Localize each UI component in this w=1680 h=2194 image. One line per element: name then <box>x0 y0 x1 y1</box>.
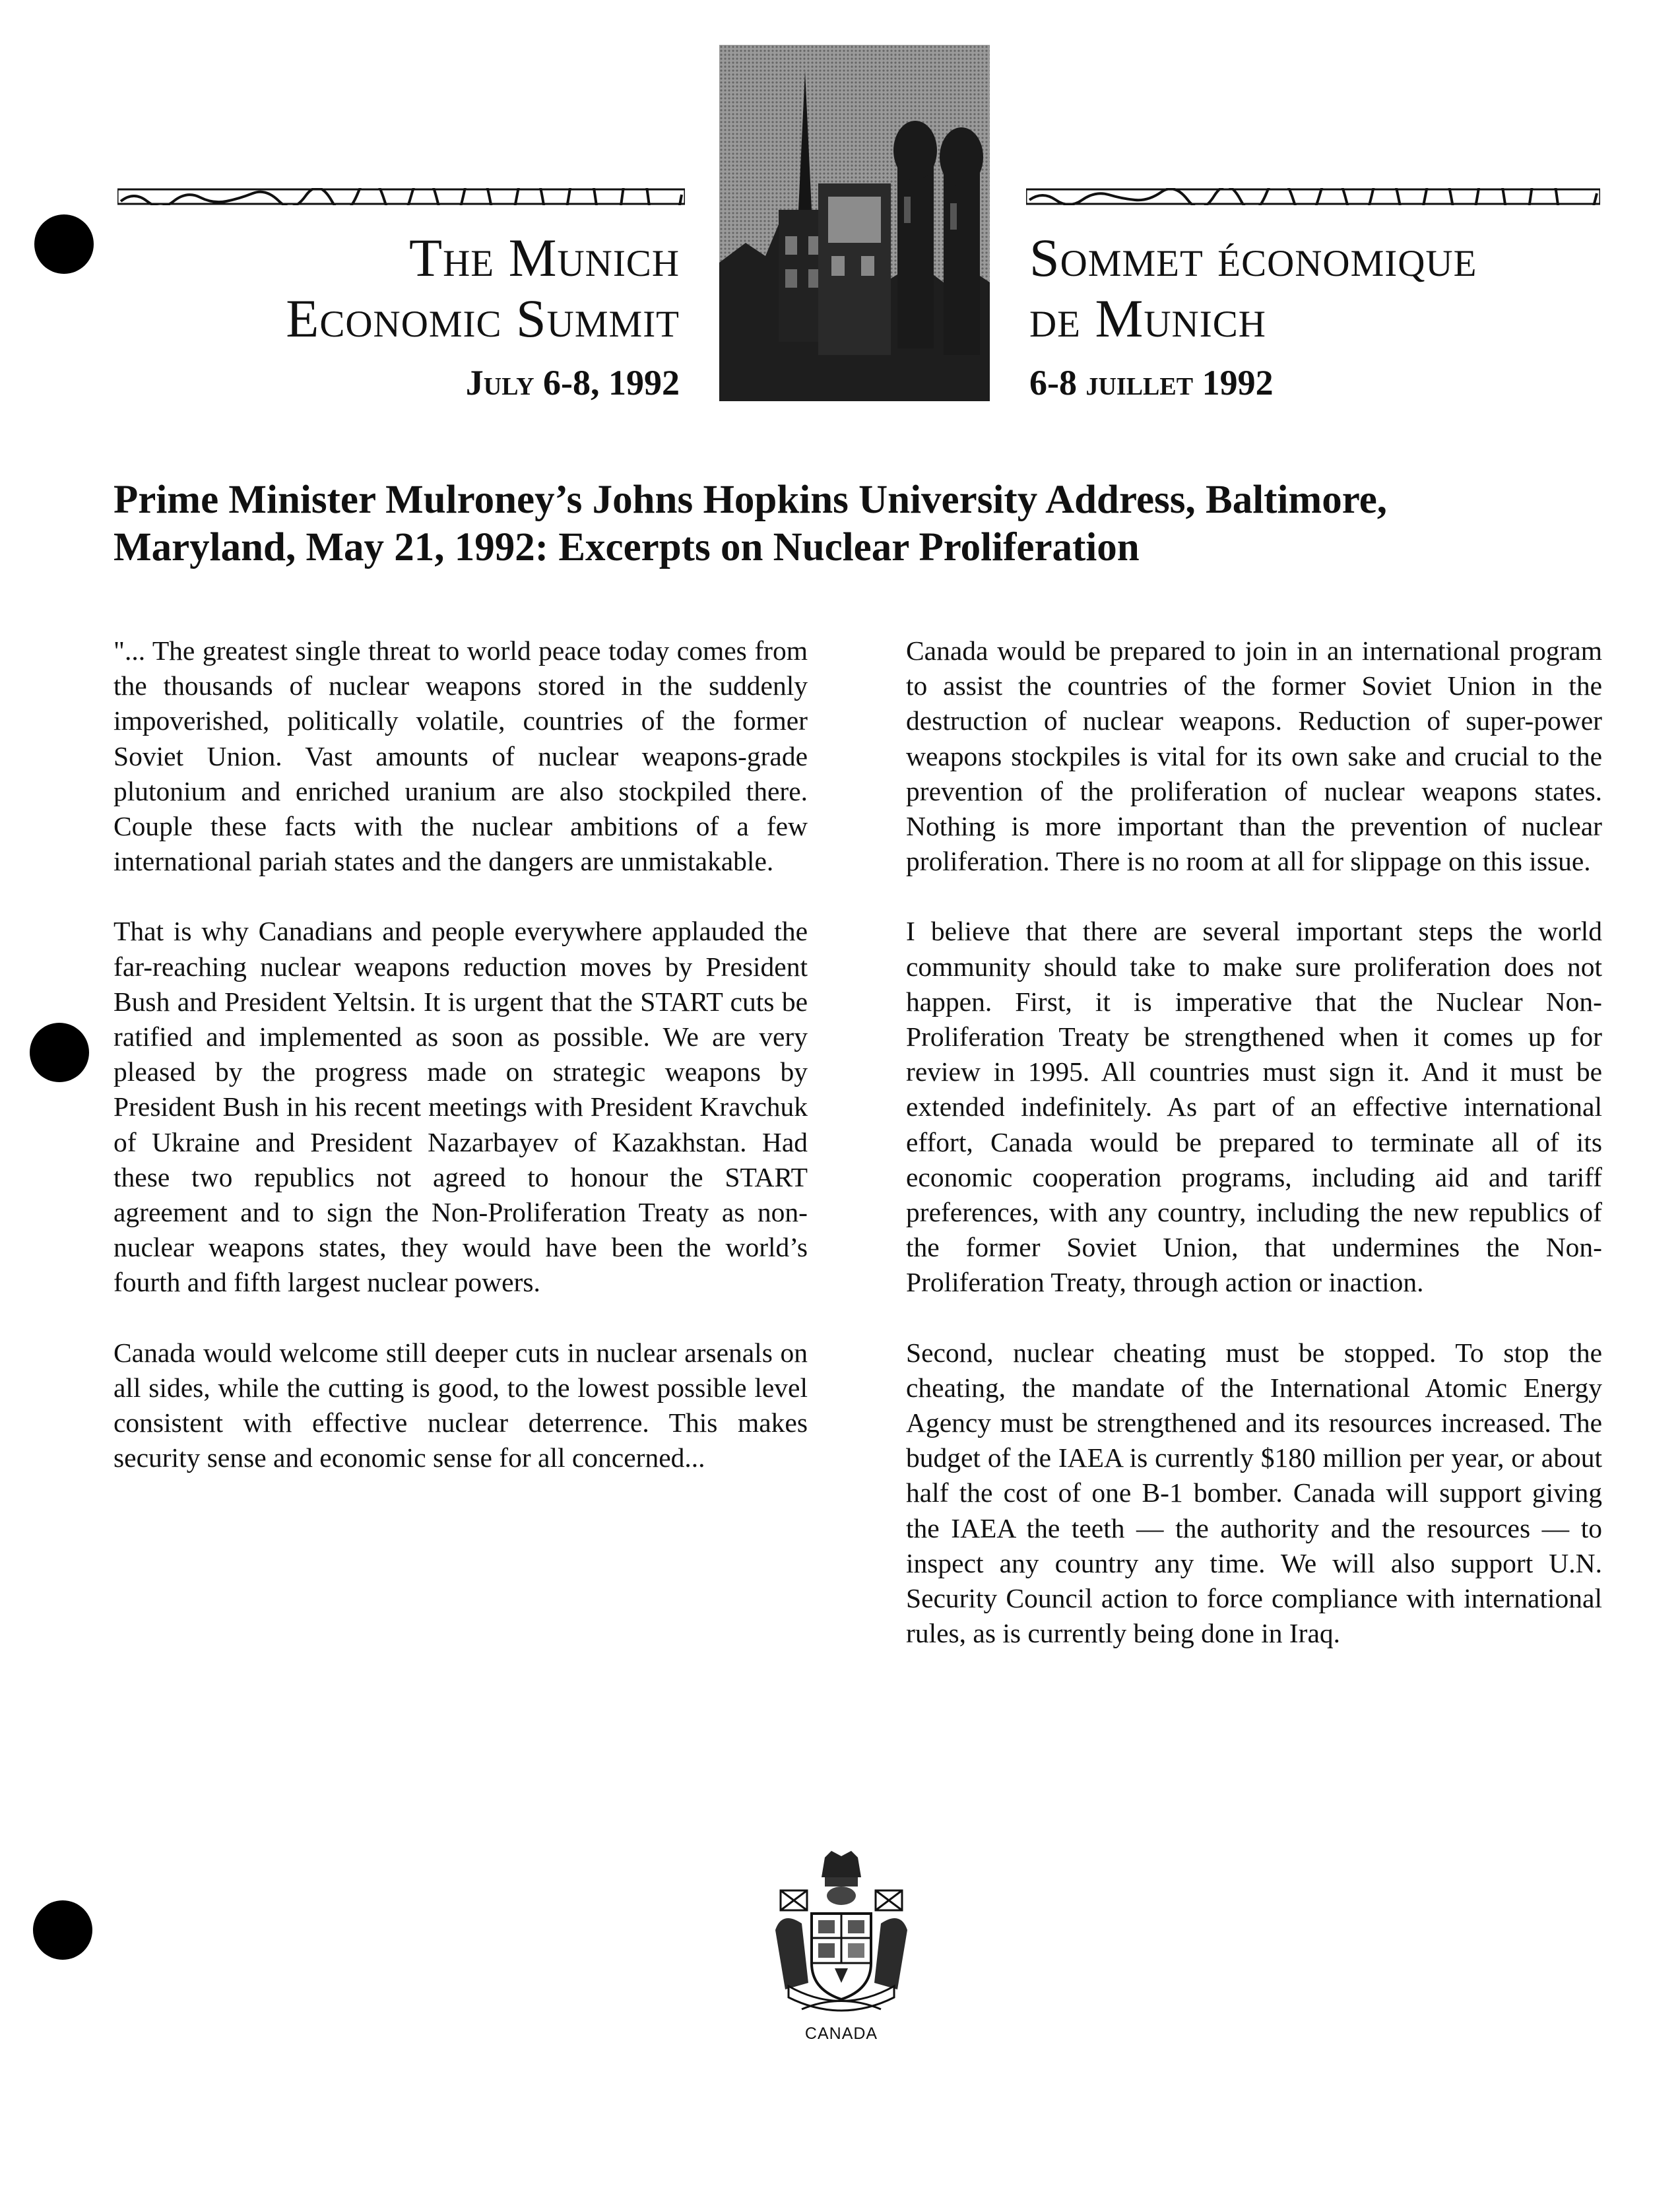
document-title <box>113 476 1605 571</box>
ornament-right-icon <box>1026 188 1600 205</box>
left-paragraph-2: That is why Canadians and people everywhere applauded the far-reaching nuclear weapons reduction moves by President Bush and President Yeltsin. It is urgent that the START cuts be ratified and implemented as soon as possible. We are very pleased by the progress made on strategic weapons by President Bush in his recent meetings with President Kravchuk of Ukraine and President Nazarbayev of Kazakhstan. Had these two republics not agreed to honour the START agreement and to sign the Non-Proliferation Treaty as non-nuclear weapons states, they would have been the world’s fourth and fifth largest nuclear powers. <box>113 916 808 1298</box>
left-paragraph-1: "... The greatest single threat to world peace today comes from the thousands of nuclear weapons stored in the suddenly impoverished, politically volatile, countries of the former Soviet Union. Vast amounts of nuclear weapons-grade plutonium and enriched uranium are also stockpiled there. Couple these facts with the nuclear ambitions of a few international pariah states and the dangers are unmistakable. <box>113 635 808 877</box>
header-fr-date: 6-8 juillet 1992 <box>1029 363 1274 403</box>
header-english <box>165 228 680 403</box>
ornament-left-icon <box>117 188 685 205</box>
header-en-date: July 6-8, 1992 <box>465 363 680 403</box>
right-column <box>906 633 1602 1686</box>
munich-towers-icon <box>719 45 990 401</box>
title-line1: Prime Minister Mulroney’s Johns Hopkins University Address, Baltimore, <box>113 478 1388 522</box>
header-en-line2: Economic Summit <box>286 288 680 348</box>
binder-hole-top <box>34 214 94 274</box>
header-fr-line1: Sommet économique <box>1029 228 1477 288</box>
right-paragraph-1: Canada would be prepared to join in an international program to assist the countries of the former Soviet Union in the destruction of nuclear weapons. Reduction of super-power weapons stockpiles is vital for its own sake and crucial to the prevention of the proliferation of nuclear weapons states. Nothing is more important than the prevention of nuclear proliferation. There is no room at all for slippage on this issue. <box>906 635 1602 877</box>
coat-of-arms-icon <box>762 1851 921 2016</box>
left-column <box>113 633 808 1510</box>
header-fr-line2: de Munich <box>1029 288 1266 348</box>
crest-label: CANADA <box>804 2024 878 2043</box>
title-line2: Maryland, May 21, 1992: Excerpts on Nuclear Proliferation <box>113 525 1140 569</box>
right-paragraph-2: I believe that there are several important steps the world community should take to make sure proliferation does not happen. First, it is imperative that the Nuclear Non-Proliferation Treaty be strengthened when it comes up for review in 1995. All countries must sign it. And it must be extended indefinitely. As part of an effective international effort, Canada would be prepared to terminate all of its economic cooperation programs, including aid and tariff preferences, with any country, including the new republics of the former Soviet Union, that undermines the Non-Proliferation Treaty, through action or inaction. <box>906 916 1602 1298</box>
canada-coat-of-arms <box>762 1851 921 2049</box>
right-paragraph-3: Second, nuclear cheating must be stopped. To stop the cheating, the mandate of the International Atomic Energy Agency must be strengthened and its resources increased. The budget of the IAEA is currently $180 million per year, or about half the cost of one B-1 bomber. Canada will support giving the IAEA the teeth — the authority and the resources — to inspect any country any time. We will also support U.N. Security Council action to force compliance with international rules, as is currently being done in Iraq. <box>906 1337 1602 1649</box>
left-paragraph-3: Canada would welcome still deeper cuts in nuclear arsenals on all sides, while the cutting is good, to the lowest possible level consistent with effective nuclear deterrence. This makes security sense and economic sense for all concerned... <box>113 1337 808 1473</box>
header-french <box>1029 228 1623 403</box>
binder-hole-bottom <box>33 1900 92 1960</box>
binder-hole-middle <box>30 1023 89 1082</box>
munich-cityscape-photo <box>719 45 990 401</box>
header-en-line1: The Munich <box>409 228 680 288</box>
